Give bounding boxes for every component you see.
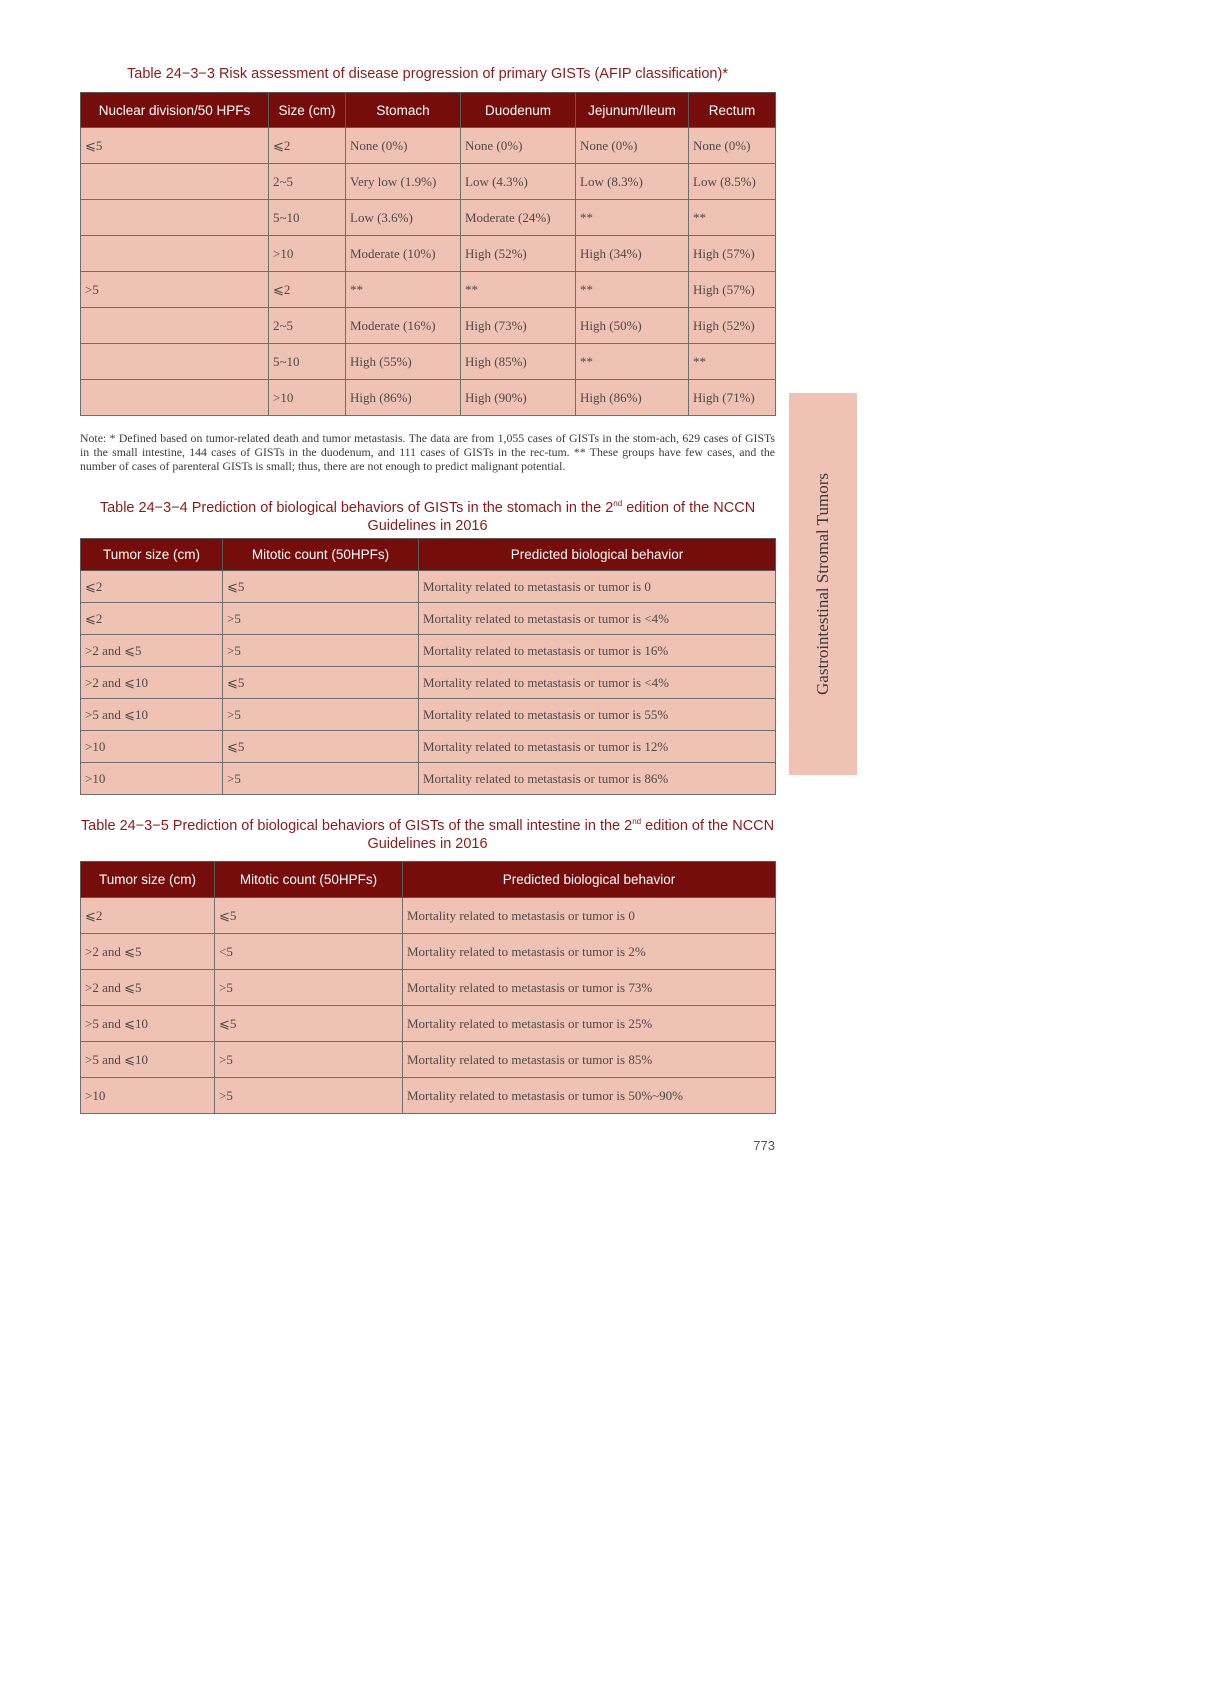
table-cell: Mortality related to metastasis or tumor is 2% bbox=[403, 934, 776, 970]
table-cell: ⩽2 bbox=[81, 571, 223, 603]
table-cell: >5 bbox=[81, 272, 269, 308]
page-number: 773 bbox=[753, 1138, 775, 1153]
table-cell: Mortality related to metastasis or tumor is 73% bbox=[403, 970, 776, 1006]
table-cell: >2 and ⩽5 bbox=[81, 934, 215, 970]
table-cell: >2 and ⩽5 bbox=[81, 970, 215, 1006]
column-header: Rectum bbox=[689, 93, 776, 128]
table-cell: High (73%) bbox=[461, 308, 576, 344]
column-header: Stomach bbox=[346, 93, 461, 128]
table-cell: >10 bbox=[81, 1078, 215, 1114]
table-cell: High (52%) bbox=[461, 236, 576, 272]
table-row bbox=[81, 970, 776, 1006]
column-header: Tumor size (cm) bbox=[81, 539, 223, 571]
table-cell: ** bbox=[461, 272, 576, 308]
table-row bbox=[81, 763, 776, 795]
table-cell: >5 bbox=[223, 763, 419, 795]
column-header: Mitotic count (50HPFs) bbox=[223, 539, 419, 571]
afip-risk-table bbox=[80, 92, 776, 416]
table-row bbox=[81, 128, 776, 164]
table-row bbox=[81, 1042, 776, 1078]
table-cell: High (86%) bbox=[576, 380, 689, 416]
table-note: Note: * Defined based on tumor-related death and tumor metastasis. The data are from 1,055 cases of GISTs in the stom-ach, 629 cases of GISTs in the small intestine, 144 cases of GISTs in the duodenum, and 111 cases of GISTs in the rec-tum. ** These groups have few cases, and the number of cases of parenteral GISTs is small; thus, there are not enough to predict malignant potential. bbox=[80, 431, 775, 473]
table-cell bbox=[81, 236, 269, 272]
table-cell: Moderate (24%) bbox=[461, 200, 576, 236]
table-row bbox=[81, 699, 776, 731]
table-cell: Mortality related to metastasis or tumor is 0 bbox=[419, 571, 776, 603]
table-cell: None (0%) bbox=[346, 128, 461, 164]
table-5-title bbox=[80, 817, 775, 853]
table-cell: ** bbox=[576, 200, 689, 236]
table-cell: ⩽2 bbox=[81, 898, 215, 934]
table-row bbox=[81, 603, 776, 635]
table-3-title: Table 24−3−3 Risk assessment of disease progression of primary GISTs (AFIP classification)* bbox=[127, 66, 728, 82]
table-cell: >2 and ⩽10 bbox=[81, 667, 223, 699]
title-superscript: nd bbox=[613, 499, 623, 508]
table-cell: High (55%) bbox=[346, 344, 461, 380]
column-header: Size (cm) bbox=[269, 93, 346, 128]
table-cell: ⩽2 bbox=[81, 603, 223, 635]
table-cell: ** bbox=[346, 272, 461, 308]
table-cell: High (85%) bbox=[461, 344, 576, 380]
table-cell: High (86%) bbox=[346, 380, 461, 416]
table-row bbox=[81, 200, 776, 236]
table-cell: Very low (1.9%) bbox=[346, 164, 461, 200]
table-cell: ** bbox=[576, 344, 689, 380]
table-cell: ⩽5 bbox=[223, 731, 419, 763]
table-row bbox=[81, 236, 776, 272]
table-cell: High (90%) bbox=[461, 380, 576, 416]
table-cell: >10 bbox=[81, 731, 223, 763]
table-row bbox=[81, 344, 776, 380]
table-cell: ** bbox=[689, 200, 776, 236]
table-row bbox=[81, 164, 776, 200]
title-text: Table 24−3−4 Prediction of biological behaviors of GISTs in the stomach in the 2 bbox=[99, 500, 614, 516]
table-row bbox=[81, 380, 776, 416]
table-cell: Mortality related to metastasis or tumor is 12% bbox=[419, 731, 776, 763]
table-cell bbox=[81, 308, 269, 344]
table-row bbox=[81, 731, 776, 763]
column-header: Predicted biological behavior bbox=[403, 862, 776, 898]
table-cell: <5 bbox=[215, 934, 403, 970]
table-cell: >2 and ⩽5 bbox=[81, 635, 223, 667]
small-intestine-prediction-table bbox=[80, 861, 776, 1114]
table-cell: >5 bbox=[223, 603, 419, 635]
table-cell: >10 bbox=[269, 236, 346, 272]
table-cell: ⩽5 bbox=[223, 571, 419, 603]
title-text: Table 24−3−5 Prediction of biological behaviors of GISTs of the small intestine in the 2 bbox=[80, 818, 633, 834]
stomach-prediction-table bbox=[80, 538, 776, 795]
table-row bbox=[81, 635, 776, 667]
column-header: Jejunum/Ileum bbox=[576, 93, 689, 128]
table-cell: High (50%) bbox=[576, 308, 689, 344]
table-cell: >5 bbox=[215, 970, 403, 1006]
table-cell: ** bbox=[576, 272, 689, 308]
column-header: Tumor size (cm) bbox=[81, 862, 215, 898]
table-cell: ** bbox=[689, 344, 776, 380]
table-header-row bbox=[81, 93, 776, 128]
table-cell: Mortality related to metastasis or tumor is 0 bbox=[403, 898, 776, 934]
table-cell: High (52%) bbox=[689, 308, 776, 344]
table-cell: ⩽2 bbox=[269, 272, 346, 308]
table-row bbox=[81, 898, 776, 934]
table-cell: Mortality related to metastasis or tumor is 55% bbox=[419, 699, 776, 731]
table-cell: Mortality related to metastasis or tumor is <4% bbox=[419, 603, 776, 635]
title-text: edition of the NCCN Guidelines in 2016 bbox=[367, 818, 775, 852]
table-cell: High (71%) bbox=[689, 380, 776, 416]
table-cell: None (0%) bbox=[461, 128, 576, 164]
table-cell: >5 bbox=[223, 635, 419, 667]
table-cell: ⩽5 bbox=[81, 128, 269, 164]
table-cell: Mortality related to metastasis or tumor is 85% bbox=[403, 1042, 776, 1078]
table-cell: Mortality related to metastasis or tumor is <4% bbox=[419, 667, 776, 699]
table-cell: 5~10 bbox=[269, 200, 346, 236]
table-row bbox=[81, 934, 776, 970]
column-header: Mitotic count (50HPFs) bbox=[215, 862, 403, 898]
table-cell bbox=[81, 164, 269, 200]
table-cell: >5 and ⩽10 bbox=[81, 699, 223, 731]
table-cell: ⩽5 bbox=[215, 898, 403, 934]
table-cell: High (57%) bbox=[689, 236, 776, 272]
table-row bbox=[81, 272, 776, 308]
column-header: Nuclear division/50 HPFs bbox=[81, 93, 269, 128]
table-cell: Mortality related to metastasis or tumor is 50%~90% bbox=[403, 1078, 776, 1114]
column-header: Duodenum bbox=[461, 93, 576, 128]
table-cell: >10 bbox=[81, 763, 223, 795]
table-cell: >5 bbox=[223, 699, 419, 731]
table-cell: ⩽2 bbox=[269, 128, 346, 164]
table-cell: Low (8.5%) bbox=[689, 164, 776, 200]
title-superscript: nd bbox=[632, 817, 642, 826]
table-row bbox=[81, 571, 776, 603]
table-cell: >10 bbox=[269, 380, 346, 416]
table-header-row bbox=[81, 539, 776, 571]
title-text: edition of the NCCN Guidelines in 2016 bbox=[367, 500, 756, 534]
table-cell: >5 bbox=[215, 1042, 403, 1078]
table-row bbox=[81, 1006, 776, 1042]
table-row bbox=[81, 308, 776, 344]
table-cell: Low (8.3%) bbox=[576, 164, 689, 200]
table-cell: >5 bbox=[215, 1078, 403, 1114]
table-header-row bbox=[81, 862, 776, 898]
table-cell: 2~5 bbox=[269, 164, 346, 200]
table-cell bbox=[81, 344, 269, 380]
table-cell: 5~10 bbox=[269, 344, 346, 380]
table-cell: None (0%) bbox=[576, 128, 689, 164]
table-cell bbox=[81, 380, 269, 416]
table-cell: Mortality related to metastasis or tumor is 86% bbox=[419, 763, 776, 795]
table-cell: Low (3.6%) bbox=[346, 200, 461, 236]
table-cell: >5 and ⩽10 bbox=[81, 1042, 215, 1078]
table-row bbox=[81, 667, 776, 699]
table-cell: ⩽5 bbox=[223, 667, 419, 699]
table-cell bbox=[81, 200, 269, 236]
table-cell: None (0%) bbox=[689, 128, 776, 164]
chapter-tab-label: Gastrointestinal Stromal Tumors bbox=[813, 473, 832, 695]
table-cell: ⩽5 bbox=[215, 1006, 403, 1042]
table-cell: 2~5 bbox=[269, 308, 346, 344]
table-cell: Mortality related to metastasis or tumor is 16% bbox=[419, 635, 776, 667]
table-cell: Moderate (10%) bbox=[346, 236, 461, 272]
table-cell: >5 and ⩽10 bbox=[81, 1006, 215, 1042]
table-cell: High (57%) bbox=[689, 272, 776, 308]
chapter-side-tab bbox=[789, 393, 857, 775]
table-row bbox=[81, 1078, 776, 1114]
table-cell: Moderate (16%) bbox=[346, 308, 461, 344]
table-cell: High (34%) bbox=[576, 236, 689, 272]
table-4-title bbox=[80, 499, 775, 535]
table-cell: Low (4.3%) bbox=[461, 164, 576, 200]
column-header: Predicted biological behavior bbox=[419, 539, 776, 571]
table-cell: Mortality related to metastasis or tumor is 25% bbox=[403, 1006, 776, 1042]
